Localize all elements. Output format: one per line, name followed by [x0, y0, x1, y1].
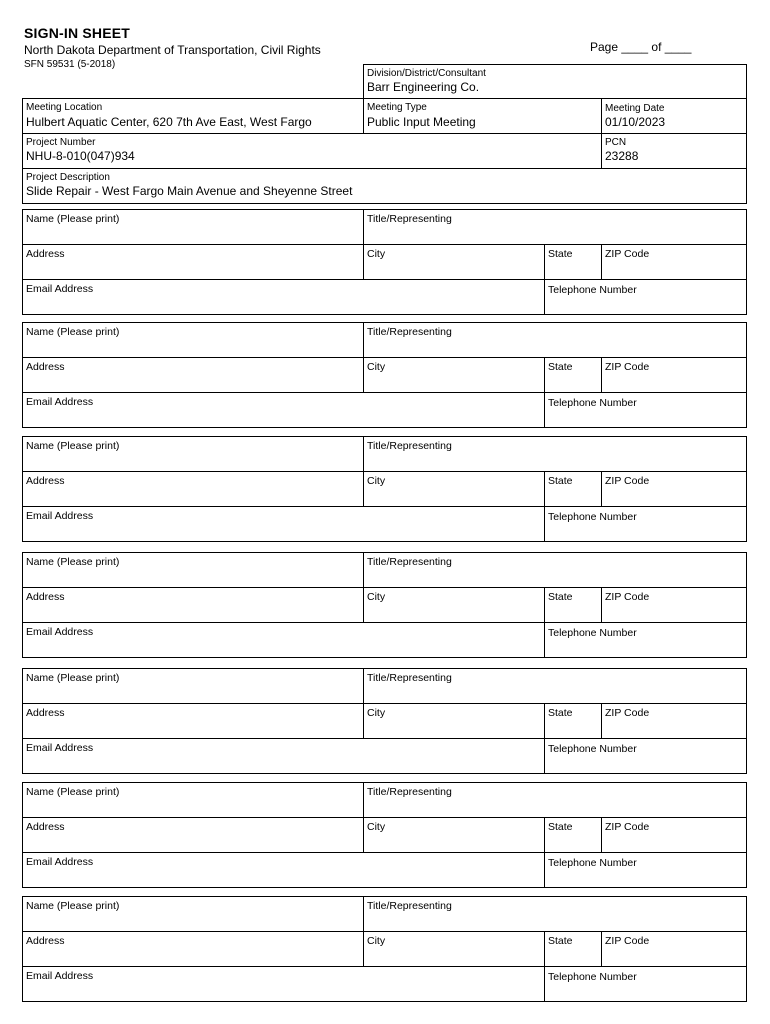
meeting-date-value[interactable]: 01/10/2023	[605, 115, 666, 129]
state-label: State	[548, 707, 573, 719]
address-label: Address	[26, 475, 65, 487]
city-label: City	[367, 475, 386, 487]
meeting-info-block	[22, 98, 747, 204]
telephone-number-label: Telephone Number	[548, 397, 637, 409]
attendee-entry-5	[22, 668, 747, 774]
telephone-number-label: Telephone Number	[548, 511, 637, 523]
title-representing-label: Title/Representing	[367, 672, 452, 684]
division-label: Division/District/Consultant	[367, 68, 486, 79]
pcn-label: PCN	[605, 137, 627, 148]
email-address-label: Email Address	[26, 626, 94, 638]
name-label: Name (Please print)	[26, 672, 120, 684]
telephone-number-label: Telephone Number	[548, 627, 637, 639]
zip-code-label: ZIP Code	[605, 475, 650, 487]
name-label: Name (Please print)	[26, 213, 120, 225]
title-representing-label: Title/Representing	[367, 556, 452, 568]
city-label: City	[367, 707, 386, 719]
state-label: State	[548, 821, 573, 833]
pcn-value[interactable]: 23288	[605, 149, 639, 163]
telephone-number-label: Telephone Number	[548, 743, 637, 755]
division-box	[363, 64, 747, 99]
attendee-entry-7	[22, 896, 747, 1002]
city-label: City	[367, 591, 386, 603]
address-label: Address	[26, 361, 65, 373]
form-title: SIGN-IN SHEET	[24, 25, 131, 41]
address-label: Address	[26, 591, 65, 603]
project-number-value[interactable]: NHU-8-010(047)934	[26, 149, 135, 163]
email-address-label: Email Address	[26, 970, 94, 982]
email-address-label: Email Address	[26, 396, 94, 408]
city-label: City	[367, 935, 386, 947]
state-label: State	[548, 248, 573, 260]
email-address-label: Email Address	[26, 510, 94, 522]
project-description-label: Project Description	[26, 172, 110, 183]
zip-code-label: ZIP Code	[605, 707, 650, 719]
address-label: Address	[26, 935, 65, 947]
title-representing-label: Title/Representing	[367, 213, 452, 225]
email-address-label: Email Address	[26, 856, 94, 868]
form-number: SFN 59531 (5-2018)	[24, 59, 116, 70]
meeting-type-value[interactable]: Public Input Meeting	[367, 115, 476, 129]
name-label: Name (Please print)	[26, 900, 120, 912]
city-label: City	[367, 821, 386, 833]
city-label: City	[367, 361, 386, 373]
state-label: State	[548, 591, 573, 603]
meeting-type-label: Meeting Type	[367, 102, 427, 113]
state-label: State	[548, 361, 573, 373]
email-address-label: Email Address	[26, 283, 94, 295]
address-label: Address	[26, 821, 65, 833]
zip-code-label: ZIP Code	[605, 821, 650, 833]
page-counter: Page ____ of ____	[590, 40, 692, 54]
zip-code-label: ZIP Code	[605, 361, 650, 373]
name-label: Name (Please print)	[26, 786, 120, 798]
state-label: State	[548, 475, 573, 487]
meeting-location-value[interactable]: Hulbert Aquatic Center, 620 7th Ave East, West Fargo	[26, 115, 312, 129]
project-description-value[interactable]: Slide Repair - West Fargo Main Avenue and Sheyenne Street	[26, 184, 353, 198]
meeting-location-label: Meeting Location	[26, 102, 103, 113]
attendee-entry-2	[22, 322, 747, 428]
meeting-date-label: Meeting Date	[605, 103, 665, 114]
city-label: City	[367, 248, 386, 260]
title-representing-label: Title/Representing	[367, 900, 452, 912]
division-value[interactable]: Barr Engineering Co.	[367, 80, 480, 94]
name-label: Name (Please print)	[26, 326, 120, 338]
attendee-entry-4	[22, 552, 747, 658]
attendee-entry-1	[22, 209, 747, 315]
title-representing-label: Title/Representing	[367, 440, 452, 452]
zip-code-label: ZIP Code	[605, 591, 650, 603]
telephone-number-label: Telephone Number	[548, 857, 637, 869]
name-label: Name (Please print)	[26, 556, 120, 568]
email-address-label: Email Address	[26, 742, 94, 754]
address-label: Address	[26, 707, 65, 719]
attendee-entry-3	[22, 436, 747, 542]
name-label: Name (Please print)	[26, 440, 120, 452]
project-number-label: Project Number	[26, 137, 96, 148]
department-name: North Dakota Department of Transportation, Civil Rights	[24, 43, 321, 57]
title-representing-label: Title/Representing	[367, 326, 452, 338]
attendee-entry-6	[22, 782, 747, 888]
zip-code-label: ZIP Code	[605, 248, 650, 260]
telephone-number-label: Telephone Number	[548, 284, 637, 296]
zip-code-label: ZIP Code	[605, 935, 650, 947]
telephone-number-label: Telephone Number	[548, 971, 637, 983]
state-label: State	[548, 935, 573, 947]
address-label: Address	[26, 248, 65, 260]
title-representing-label: Title/Representing	[367, 786, 452, 798]
